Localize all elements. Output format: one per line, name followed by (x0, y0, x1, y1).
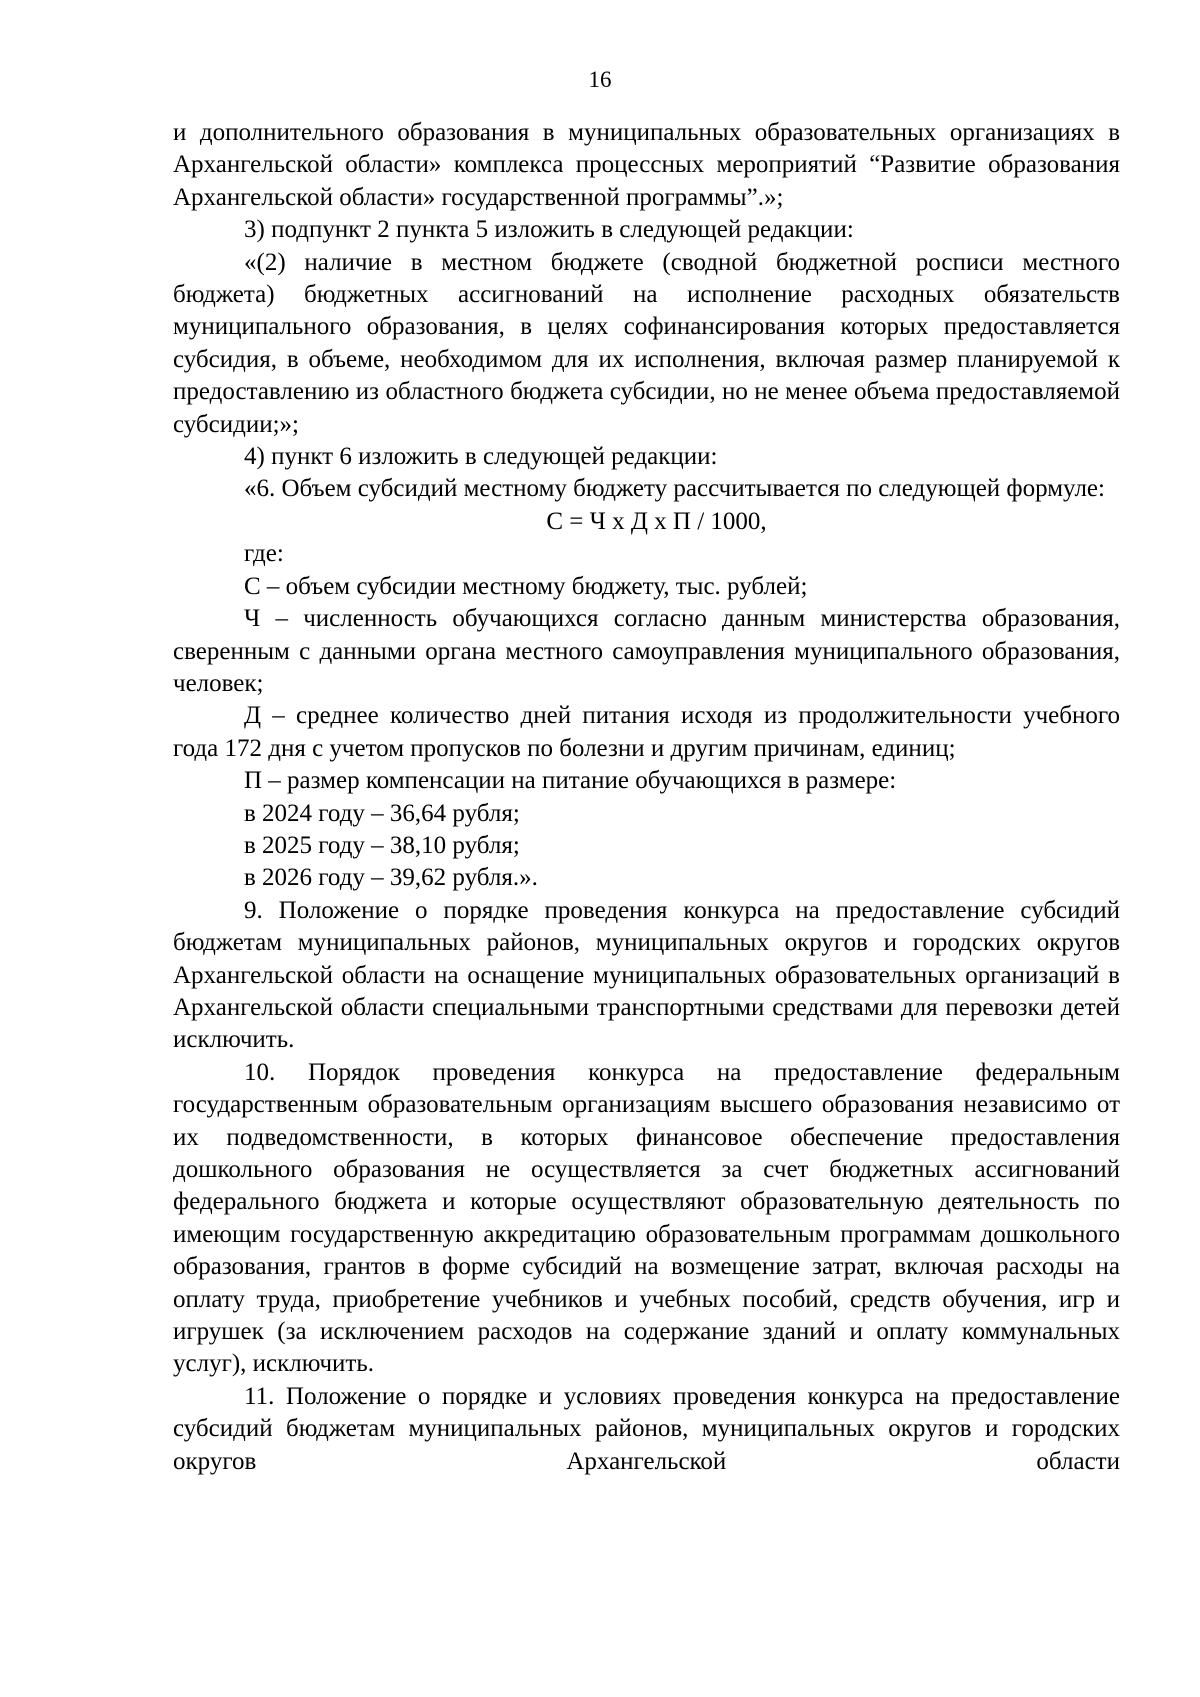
formula: С = Ч х Д х П / 1000, (546, 507, 767, 535)
paragraph-item-3: 3) подпункт 2 пункта 5 изложить в следующей редакции: (244, 216, 854, 244)
definition-ch: Ч – численность обучающихся согласно данным министерства образования, сверенным с данными органа местного самоуправления муниципального образования, человек; (173, 605, 1120, 697)
where-label: где: (244, 540, 284, 568)
paragraph-continuation: и дополнительного образования в муниципальных образовательных организациях в Архангельской области» комплекса процессных мероприятий “Развитие образования Архангельской области» государственной программы”.»; (173, 119, 1120, 211)
paragraph-item-10: 10. Порядок проведения конкурса на предоставление федеральным государственным образовательным организациям высшего образования независимо от их подведомственности, в которых финансовое обеспечение предоставления дошкольного образования не осуществляется за счет бюджетных ассигнований федерального бюджета и которые осуществляют образовательную деятельность по имеющим государственную аккредитацию образовательным программам дошкольного образования, грантов в форме субсидий на возмещение затрат, включая расходы на оплату труда, приобретение учебников и учебных пособий, средств обучения, игр и игрушек (за исключением расходов на содержание зданий и оплату коммунальных услуг), исключить. (173, 1058, 1120, 1378)
rate-2026: в 2026 году – 39,62 рубля.». (244, 864, 538, 892)
page-number: 16 (588, 67, 612, 92)
document-body (173, 117, 1120, 1478)
paragraph-item-9: 9. Положение о порядке проведения конкурса на предоставление субсидий бюджетам муниципальных районов, муниципальных округов и городских округов Архангельской области на оснащение муниципальных образовательных организаций в Архангельской области специальными транспортными средствами для перевозки детей исключить. (173, 896, 1120, 1054)
definition-c: С – объем субсидии местному бюджету, тыс. рублей; (244, 572, 808, 600)
paragraph-item-4: 4) пункт 6 изложить в следующей редакции: (244, 443, 718, 471)
rate-2025: в 2025 году – 38,10 рубля; (244, 831, 520, 859)
paragraph-item-11: 11. Положение о порядке и условиях проведения конкурса на предоставление субсидий бюджетам муниципальных районов, муниципальных округов и городских округов Архангельской области (173, 1382, 1120, 1475)
rate-2024: в 2024 году – 36,64 рубля; (244, 799, 520, 827)
paragraph-item-6-text: «6. Объем субсидий местному бюджету рассчитывается по следующей формуле: (244, 475, 1105, 503)
paragraph-subitem-2-text: «(2) наличие в местном бюджете (сводной бюджетной росписи местного бюджета) бюджетных ассигнований на исполнение расходных обязательств муниципального образования, в целях софинансирования которых предоставляется субсидия, в объеме, необходимом для их исполнения, включая размер планируемой к предоставлению из областного бюджета субсидии, но не менее объема предоставляемой субсидии;»; (173, 248, 1120, 438)
definition-p: П – размер компенсации на питание обучающихся в размере: (244, 767, 897, 795)
definition-d: Д – среднее количество дней питания исходя из продолжительности учебного года 172 дня с учетом пропусков по болезни и другим причинам, единиц; (173, 702, 1120, 762)
